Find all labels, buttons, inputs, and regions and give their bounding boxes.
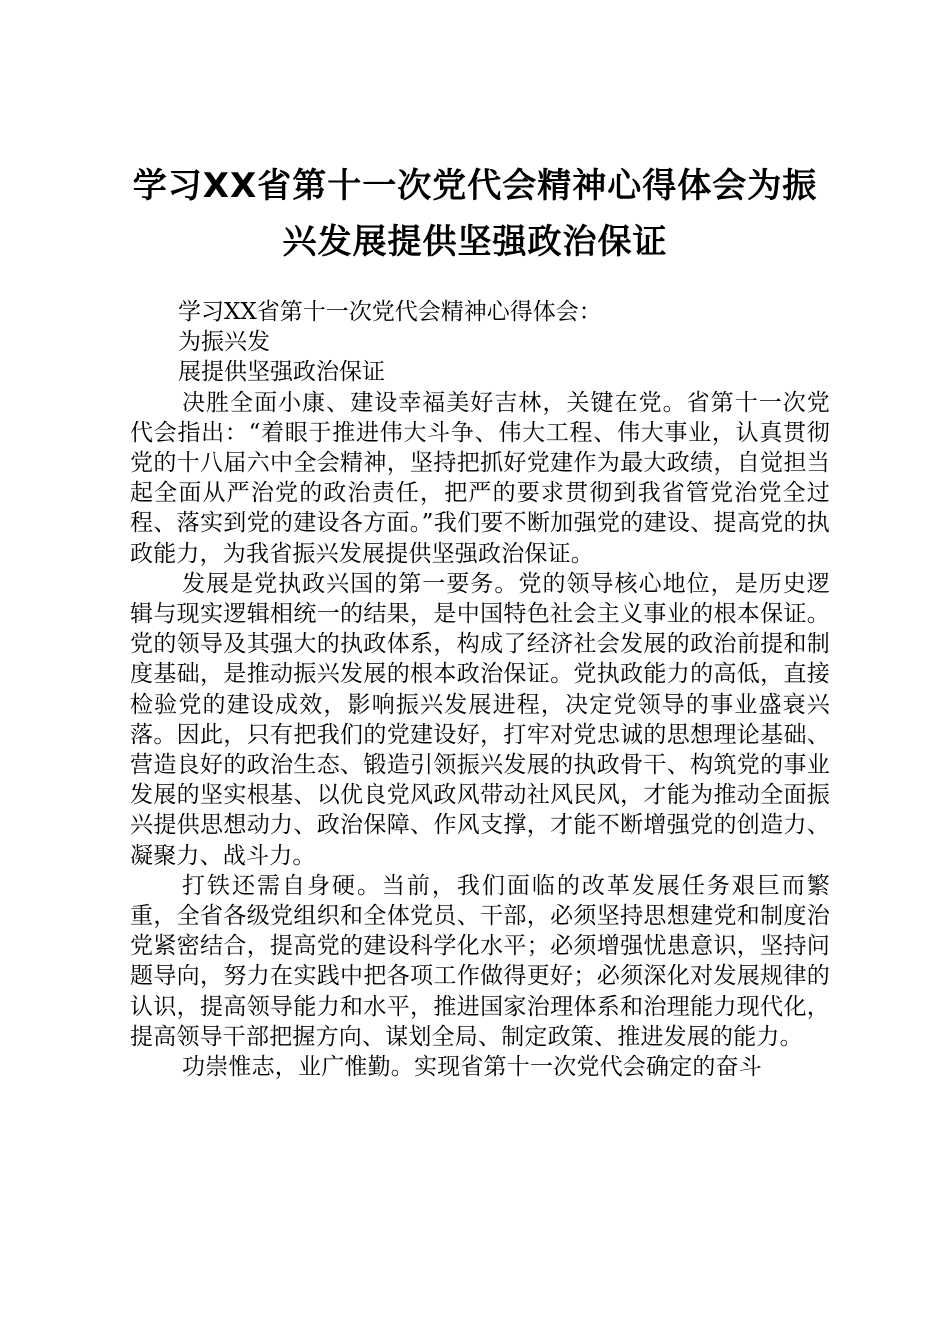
paragraph-4: 功崇惟志，业广惟勤。实现省第十一次党代会确定的奋斗	[182, 1054, 762, 1081]
title-line-1: 学习XX省第十一次党代会精神心得体会为振	[132, 166, 818, 206]
subtitle-line-1: 学习XX省第十一次党代会精神心得体会：	[178, 299, 602, 325]
document-body	[130, 297, 830, 1082]
subtitle-line-2: 为振兴发	[178, 329, 270, 356]
paragraph-2: 发展是党执政兴国的第一要务。党的领导核心地位，是历史逻辑与现实逻辑相统一的结果，是中国特色社会主义事业的根本保证。党的领导及其强大的执政体系，构成了经济社会发展的政治前提和制度基础，是推动振兴发展的根本政治保证。党执政能力的高低，直接检验党的建设成效，影响振兴发展进程，决定党领导的事业盛衰兴落。因此，只有把我们的党建设好，打牢对党忠诚的思想理论基础、营造良好的政治生态、锻造引领振兴发展的执政骨干、构筑党的事业发展的坚实根基、以优良党风政风带动社风民风，才能为推动全面振兴提供思想动力、政治保障、作风支撑，才能不断增强党的创造力、凝聚力、战斗力。	[130, 570, 830, 869]
subtitle-line-3: 展提供坚强政治保证	[178, 359, 385, 386]
title-line-2: 兴发展提供坚强政治保证	[282, 222, 668, 262]
document-title	[120, 158, 830, 270]
paragraph-1: 决胜全面小康、建设幸福美好吉林，关键在党。省第十一次党代会指出：“着眼于推进伟大斗争、伟大工程、伟大事业，认真贯彻党的十八届六中全会精神，坚持把抓好党建作为最大政绩，自觉担当起全面从严治党的政治责任，把严的要求贯彻到我省管党治党全过程、落实到党的建设各方面。”我们要不断加强党的建设、提高党的执政能力，为我省振兴发展提供坚强政治保证。	[130, 389, 830, 567]
paragraph-3: 打铁还需自身硬。当前，我们面临的改革发展任务艰巨而繁重，全省各级党组织和全体党员、干部，必须坚持思想建党和制度治党紧密结合，提高党的建设科学化水平；必须增强忧患意识，坚持问题导向，努力在实践中把各项工作做得更好；必须深化对发展规律的认识，提高领导能力和水平，推进国家治理体系和治理能力现代化，提高领导干部把握方向、谋划全局、制定政策、推进发展的能力。	[130, 872, 830, 1050]
